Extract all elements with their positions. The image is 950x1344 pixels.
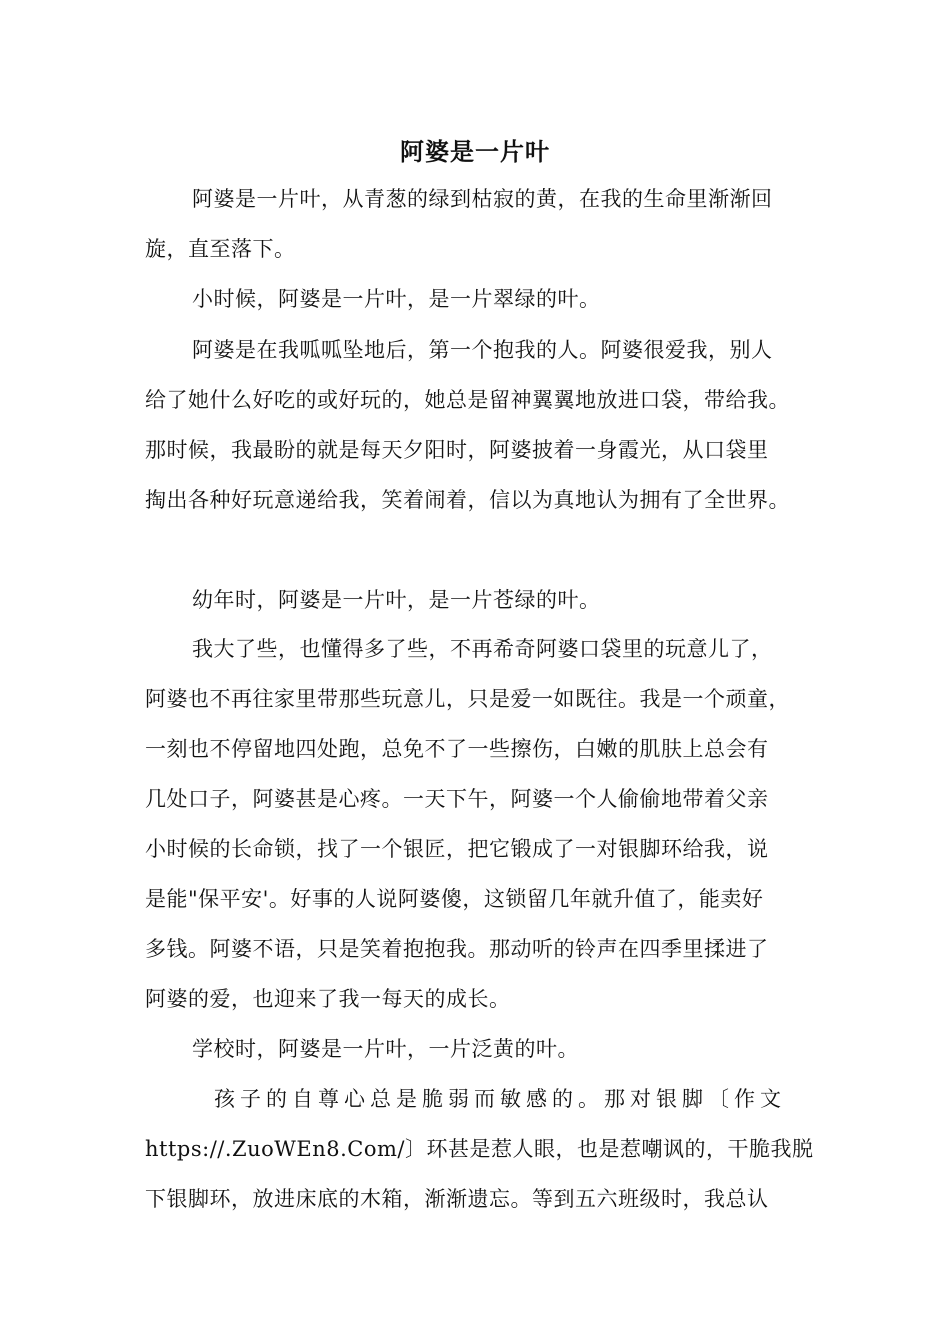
text-line: 那时候，我最盼的就是每天夕阳时，阿婆披着一身霞光，从口袋里 (145, 438, 769, 462)
text-line: 阿婆是在我呱呱坠地后，第一个抱我的人。阿婆很爱我，别人 (192, 338, 773, 362)
text-line: 小时候，阿婆是一片叶，是一片翠绿的叶。 (192, 287, 601, 311)
text-line: 学校时，阿婆是一片叶，一片泛黄的叶。 (192, 1037, 579, 1061)
text-line: 阿婆也不再往家里带那些玩意儿，只是爱一如既往。我是一个顽童， (145, 687, 790, 711)
text-line: 下银脚环，放进床底的木箱，渐渐遗忘。等到五六班级时，我总认 (145, 1187, 769, 1211)
document-title: 阿婆是一片叶 (400, 138, 550, 166)
text-line: 旋，直至落下。 (145, 237, 296, 261)
text-line: https://.ZuoWEn8.Com/〕环甚是惹人眼，也是惹嘲讽的，干脆我脱 (145, 1137, 814, 1161)
text-line: 阿婆是一片叶，从青葱的绿到枯寂的黄，在我的生命里渐渐回 (192, 187, 773, 211)
text-line: 孩子的自尊心总是脆弱而敏感的。那对银脚〔作文 (214, 1087, 786, 1111)
text-line: 多钱。阿婆不语，只是笑着抱抱我。那动听的铃声在四季里揉进了 (145, 937, 769, 961)
text-line: 几处口子，阿婆甚是心疼。一天下午，阿婆一个人偷偷地带着父亲 (145, 787, 769, 811)
text-line: 小时候的长命锁，找了一个银匠，把它锻成了一对银脚环给我，说 (145, 837, 769, 861)
text-line: 给了她什么好吃的或好玩的，她总是留神翼翼地放进口袋，带给我。 (145, 388, 790, 412)
text-line: 幼年时，阿婆是一片叶，是一片苍绿的叶。 (192, 588, 601, 612)
text-line: 阿婆的爱，也迎来了我一每天的成长。 (145, 987, 511, 1011)
text-line: 是能"保平安'。好事的人说阿婆傻，这锁留几年就升值了，能卖好 (145, 887, 764, 911)
text-line: 我大了些，也懂得多了些，不再希奇阿婆口袋里的玩意儿了， (192, 637, 773, 661)
text-line: 掏出各种好玩意递给我，笑着闹着，信以为真地认为拥有了全世界。 (145, 488, 790, 512)
text-line: 一刻也不停留地四处跑，总免不了一些擦伤，白嫩的肌肤上总会有 (145, 737, 769, 761)
